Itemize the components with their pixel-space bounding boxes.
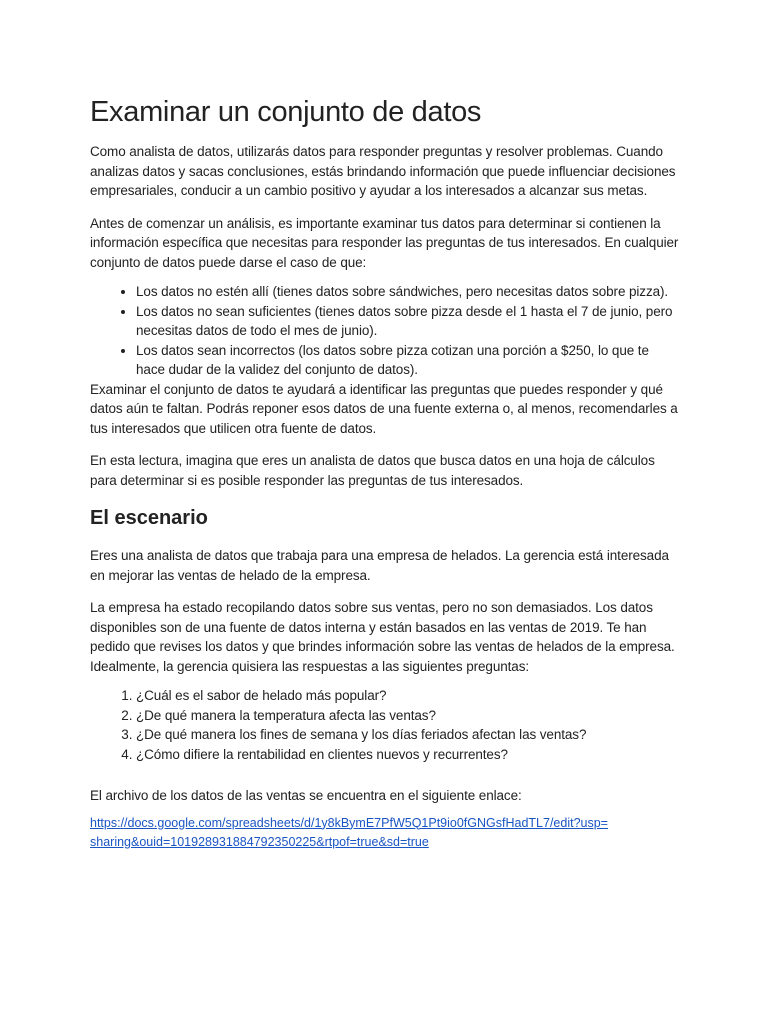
page-title: Examinar un conjunto de datos [90,96,482,128]
list-item: 4. ¿Cómo difiere la rentabilidad en clientes nuevos y recurrentes? [136,745,680,765]
scenario-paragraph-1: Eres una analista de datos que trabaja para una empresa de helados. La gerencia está interesada en mejorar las ventas de helado de la empresa. [90,548,669,583]
issues-list [90,282,680,380]
list-item: • Los datos sean incorrectos (los datos sobre pizza cotizan una porción a $250, lo que te hace dudar de la validez del conjunto de datos). [136,341,680,380]
link-intro: El archivo de los datos de las ventas se encuentra en el siguiente enlace: [90,788,522,803]
spreadsheet-link[interactable]: https://docs.google.com/spreadsheets/d/1y8kBymE7PfW5Q1Pt9io0fGNGsfHadTL7/edit?usp=sharing&ouid=101928931884792350225&rtpof=true&sd=true [90,815,608,849]
intro-paragraph-1: Como analista de datos, utilizarás datos para responder preguntas y resolver problemas. Cuando analizas datos y sacas conclusiones, estás brindando información que puede influenciar decisiones empresariales, conducir a un cambio positivo y ayudar a los interesados a alcanzar sus metas. [90,144,676,198]
list-item: 1. ¿Cuál es el sabor de helado más popular? [136,686,680,706]
list-item: • Los datos no sean suficientes (tienes datos sobre pizza desde el 1 hasta el 7 de junio, pero necesitas datos de todo el mes de junio). [136,302,680,341]
intro-paragraph-2: Antes de comenzar un análisis, es importante examinar tus datos para determinar si contienen la información específica que necesitas para responder las preguntas de tus interesados. En cualquier conjunto de datos puede darse el caso de que: [90,215,679,270]
list-item: 3. ¿De qué manera los fines de semana y los días feriados afectan las ventas? [136,725,680,745]
scenario-paragraph-2: La empresa ha estado recopilando datos sobre sus ventas, pero no son demasiados. Los datos disponibles son de una fuente de datos interna y están basados en las ventas de 2019. Te han pedido que revises los datos y que brindes información sobre las ventas de helados de la empresa. Idealmente, la gerencia quisiera las respuestas a las siguientes preguntas: [90,600,675,674]
list-item: 2. ¿De qué manera la temperatura afecta las ventas? [136,706,680,726]
list-item: • Los datos no estén allí (tienes datos sobre sándwiches, pero necesitas datos sobre pizza). [136,282,680,302]
questions-list [90,686,680,764]
after-list-paragraph: Examinar el conjunto de datos te ayudará a identificar las preguntas que puedes responder y qué datos aún te faltan. Podrás reponer esos datos de una fuente externa o, al menos, recomendarles a tus interesados que utilicen otra fuente de datos. [90,381,678,436]
section-heading-scenario: El escenario [90,507,208,529]
reading-paragraph: En esta lectura, imagina que eres un analista de datos que busca datos en una hoja de cálculos para determinar si es posible responder las preguntas de tus interesados. [90,453,655,488]
document-page [90,92,680,852]
